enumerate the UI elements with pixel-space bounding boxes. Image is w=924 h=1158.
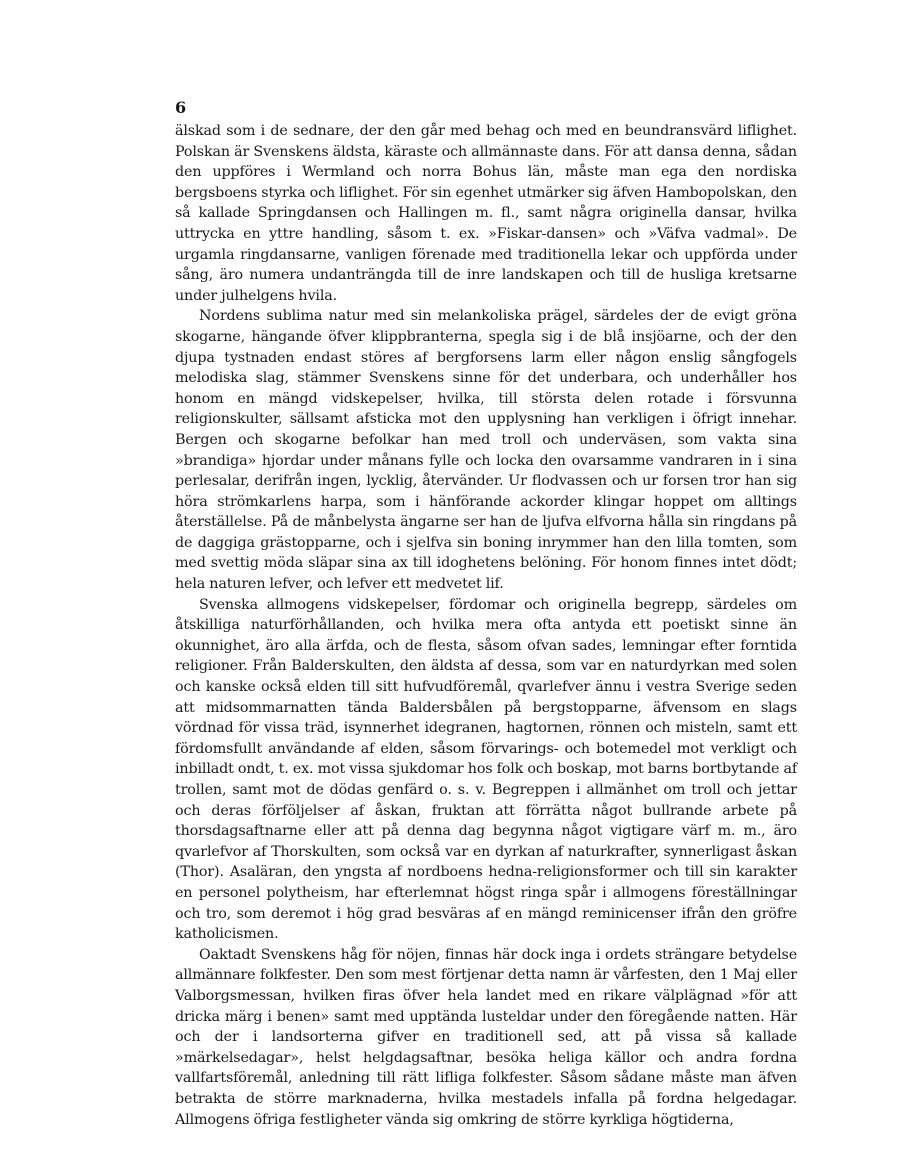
- paragraph-3: Svenska allmogens vidskepelser, fördomar och originella begrepp, särdeles om åtskilliga naturförhållanden, och hvilka mera ofta antyda ett poetiskt sinne än okunnighet, äro alla ärfda, och de flesta, såsom ofvan sades, lemningar efter forntida religioner. Från Balderskulten, den äldsta af dessa, som var en naturdyrkan med solen och kanske också elden till sitt hufvudföremål, qvarlefver ännu i vestra Sverige seden att midsommarnatten tända Baldersbålen på bergstopparne, äfvensom en slags vördnad för vissa träd, isynnerhet idegranen, hagtornen, rönnen och misteln, samt ett fördomsfullt användande af elden, såsom förvarings- och botemedel mot verkligt och inbilladt ondt, t. ex. mot vissa sjukdomar hos folk och boskap, mot barns bortbytande af trollen, samt mot de dödas genfärd o. s. v. Begreppen i allmänhet om troll och jettar och deras förföljelser af åskan, fruktan att förrätta något bullrande arbete på thorsdagsaftnarne eller att på denna dag begynna något vigtigare värf m. m., äro qvarlefvor af Thorskulten, som också var en dyrkan af naturkrafter, synnerligast åskan (Thor). Asaläran, den yngsta af nordboens hedna-religionsformer och till sin karakter en personel polytheism, har efterlemnat högst ringa spår i allmogens föreställningar och tro, som deremot i hög grad besväras af en mängd reminicenser ifrån den gröfre katholicismen.: [175, 596, 797, 943]
- paragraph-1: älskad som i de sednare, der den går med behag och med en beundransvärd liflighet. Polskan är Svenskens äldsta, käraste och allmännaste dans. För att dansa denna, sådan den uppföres i Wermland och norra Bohus län, måste man ega den nordiska bergsboens styrka och liflighet. För sin egenhet utmärker sig äfven Hambopolskan, den så kallade Springdansen och Hallingen m. fl., samt några originella dansar, hvilka uttrycka en yttre handling, såsom t. ex. »Fiskar-dansen» och »Väfva vadmal». De urgamla ringdansarne, vanligen förenade med traditionella lekar och uppförda under sång, äro numera undanträngda till de inre landskapen och till de husliga kretsarne under julhelgens hvila.: [175, 123, 797, 304]
- body-text: [175, 121, 797, 1130]
- paragraph-2: Nordens sublima natur med sin melankoliska prägel, särdeles der de evigt gröna skogarne, hängande öfver klippbranterna, spegla sig i de blå insjöarne, och der den djupa tystnaden endast störes af bergforsens larm eller någon enslig sångfogels melodiska slag, stämmer Svenskens sinne för det underbara, och underhåller hos honom en mängd vidskepelser, hvilka, till största delen rotade i försvunna religionskulter, sällsamt afsticka mot den upplysning han verkligen i öfrigt innehar. Bergen och skogarne befolkar han med troll och underväsen, som vakta sina »brandiga» hjordar under månans fylle och locka den ovarsamme vandraren in i sina perlesalar, derifrån ingen, lycklig, återvänder. Ur flodvassen och ur forsen tror han sig höra strömkarlens harpa, som i hänförande ackorder klingar hoppet om alltings återställelse. På de månbelysta ängarne ser han de ljufva elfvorna hålla sin ringdans på de daggiga grästopparne, och i sjelfva sin boning inrymmer han den lilla tomten, som med svettig möda släpar sina ax till idoghetens belöning. För honom finnes intet dödt; hela naturen lefver, och lefver ett medvetet lif.: [175, 308, 797, 593]
- paragraph-4: Oaktadt Svenskens håg för nöjen, finnas här dock inga i ordets strängare betydelse allmännare folkfester. Den som mest förtjenar detta namn är vårfesten, den 1 Maj eller Valborgsmessan, hvilken firas öfver hela landet med en rikare välplägnad »för att dricka märg i benen» samt med upptända lusteldar under den föregående natten. Här och der i landsorterna gifver en traditionell sed, att på vissa så kallade »märkelsedagar», helst helgdagsaftnar, besöka heliga källor och andra fordna vallfartsföremål, anledning till rätt lifliga folkfester. Såsom sådane måste man äfven betrakta de större marknaderna, hvilka mestadels infalla på fordna helgedagar. Allmogens öfriga festligheter vända sig omkring de större kyrkliga högtiderna,: [175, 946, 797, 1128]
- page-number: 6: [175, 98, 187, 117]
